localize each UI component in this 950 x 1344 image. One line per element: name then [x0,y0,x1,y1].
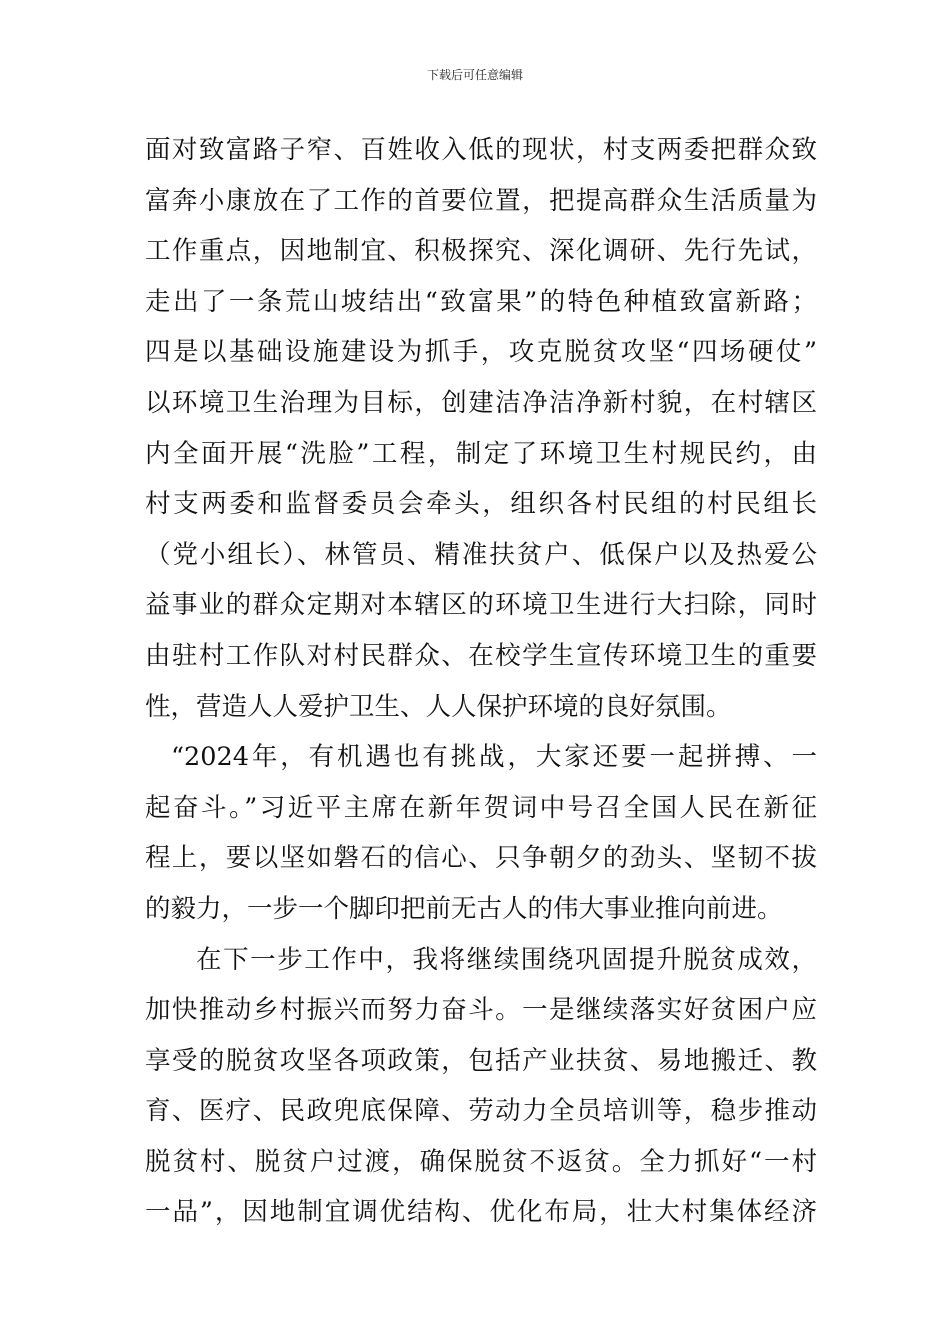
text-line: 以环境卫生治理为目标，创建洁净洁净新村貌，在村辖区 [145,387,817,418]
text-line: 走出了一条荒山坡结出“致富果”的特色种植致富新路； [145,286,817,317]
text-line: 脱贫村、脱贫户过渡，确保脱贫不返贫。全力抓好“一村 [145,1146,817,1177]
text-line: 内全面开展“洗脸”工程，制定了环境卫生村规民约，由 [145,438,817,469]
text-line: 加快推动乡村振兴而努力奋斗。一是继续落实好贫困户应 [145,995,817,1026]
text-line: （党小组长）、林管员、精准扶贫户、低保户以及热爱公 [145,539,817,570]
text-line: 面对致富路子窄、百姓收入低的现状，村支两委把群众致 [145,135,817,165]
page-header: 下载后可任意编辑 [426,68,523,82]
text-line: 育、医疗、民政兜底保障、劳动力全员培训等，稳步推动 [145,1096,817,1127]
text-line: 一品”，因地制宜调优结构、优化布局，壮大村集体经济 [145,1197,817,1228]
text-line: 工作重点，因地制宜、积极探究、深化调研、先行先试， [145,236,817,267]
text-line: 性，营造人人爱护卫生、人人保护环境的良好氛围。 [145,691,732,722]
document-body [145,125,817,1238]
text-line: 村支两委和监督委员会牵头，组织各村民组的村民组长 [145,489,817,520]
text-line: 享受的脱贫攻坚各项政策，包括产业扶贫、易地搬迁、教 [145,1045,817,1076]
text-line: 起奋斗。”习近平主席在新年贺词中号召全国人民在新征 [145,792,817,823]
text-line: “2024年，有机遇也有挑战，大家还要一起拼搏、一 [171,742,817,773]
text-line: 富奔小康放在了工作的首要位置，把提高群众生活质量为 [145,185,817,216]
text-line: 程上，要以坚如磐石的信心、只争朝夕的劲头、坚韧不拔 [145,843,817,874]
text-line: 的毅力，一步一个脚印把前无古人的伟大事业推向前进。 [145,893,783,924]
text-line: 由驻村工作队对村民群众、在校学生宣传环境卫生的重要 [145,640,817,671]
text-line: 益事业的群众定期对本辖区的环境卫生进行大扫除，同时 [145,590,817,621]
text-line: 在下一步工作中，我将继续围绕巩固提升脱贫成效， [196,944,817,975]
text-line: 四是以基础设施建设为抓手，攻克脱贫攻坚“四场硬仗” [145,337,817,368]
